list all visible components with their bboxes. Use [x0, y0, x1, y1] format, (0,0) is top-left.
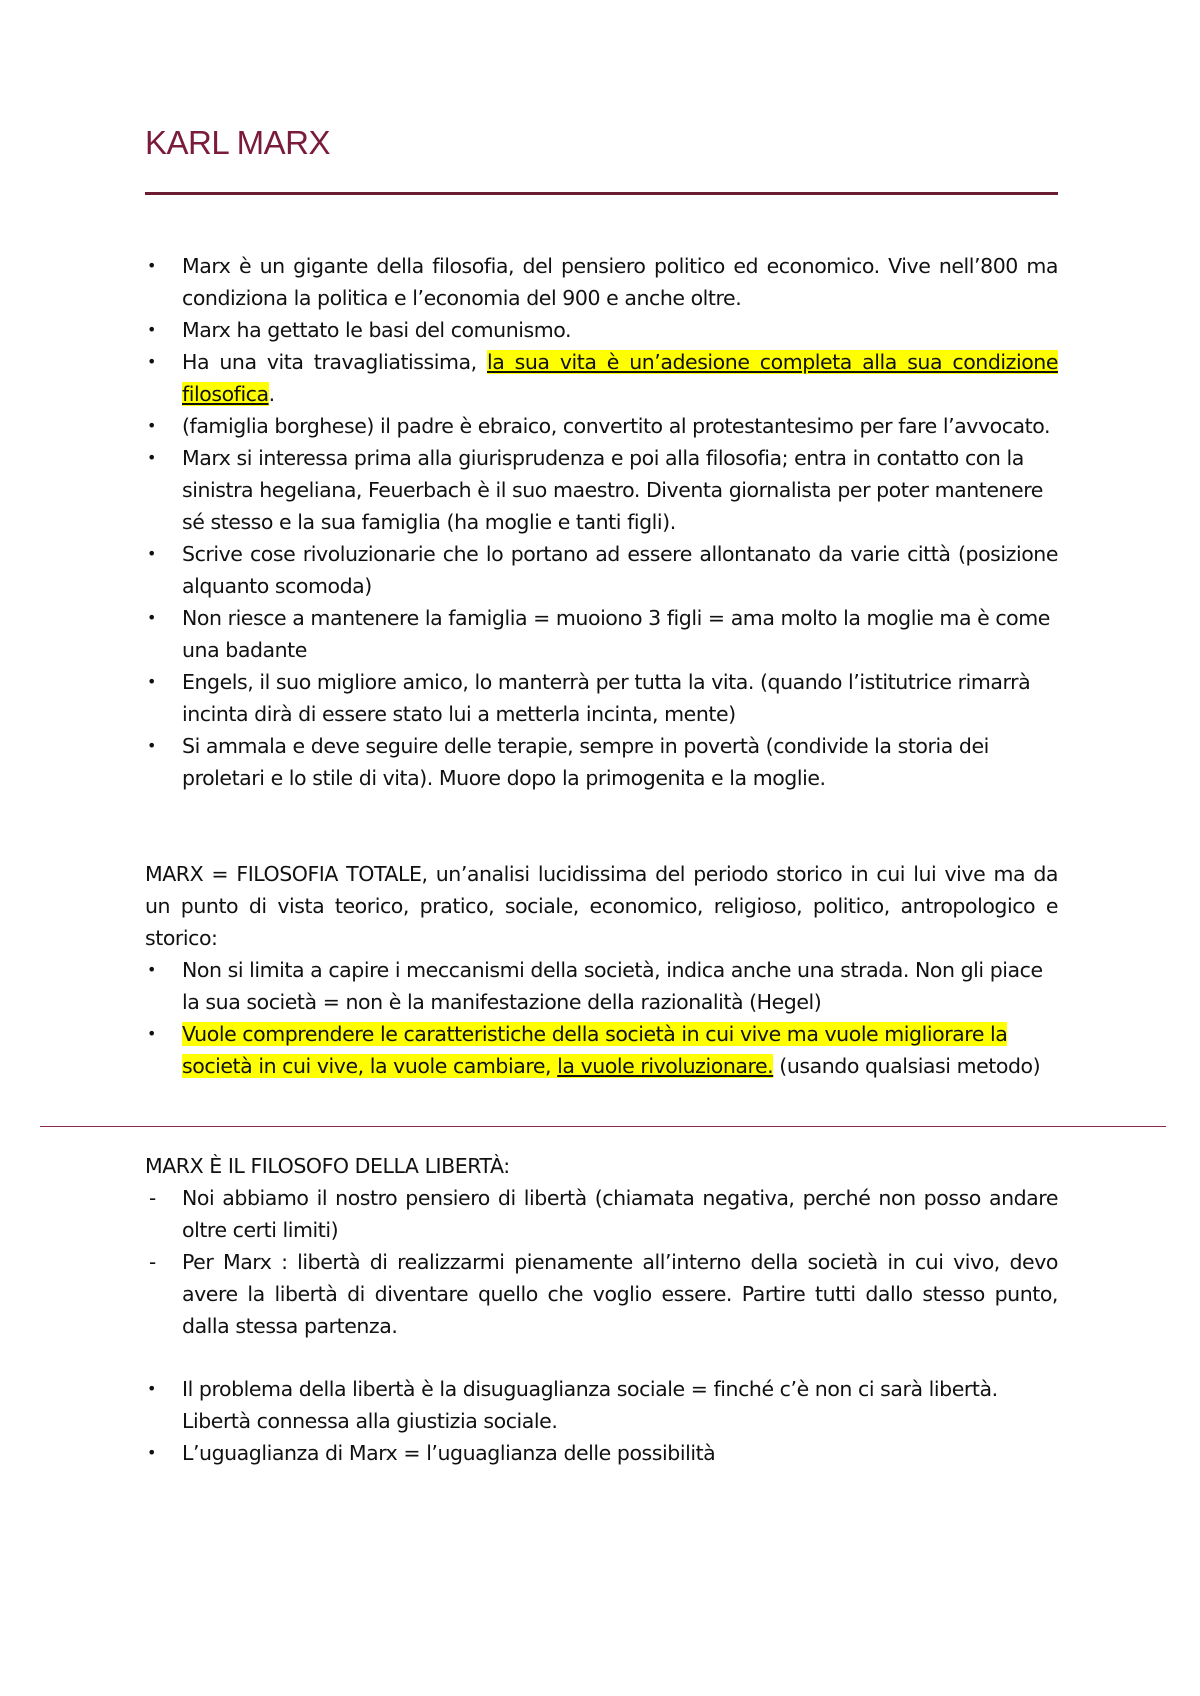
list-item: [145, 410, 1058, 442]
freedom-bullet-list: [145, 1373, 1058, 1469]
item-text: .: [268, 382, 275, 406]
bullet-icon: •: [147, 320, 156, 339]
item-text: Il problema della libertà è la disuguaglianza sociale = finché c’è non ci sarà libertà. Libertà connessa alla giustizia sociale.: [182, 1377, 998, 1433]
dash-icon: -: [149, 1250, 156, 1274]
item-text: Engels, il suo migliore amico, lo manterrà per tutta la vita. (quando l’istitutrice rimarrà incinta dirà di essere stato lui a metterla incinta, mente): [182, 670, 1031, 726]
list-item: [145, 1018, 1058, 1082]
freedom-conclusion: [145, 1373, 1058, 1469]
item-text: Marx ha gettato le basi del comunismo.: [182, 318, 572, 342]
section-divider: [40, 1126, 1166, 1127]
item-text: (usando qualsiasi metodo): [773, 1054, 1041, 1078]
list-item: [145, 1182, 1058, 1246]
biography-list: [145, 250, 1058, 794]
document-title: KARL MARX: [145, 124, 330, 161]
freedom-dash-list: [145, 1182, 1058, 1342]
item-text: (famiglia borghese) il padre è ebraico, convertito al protestantesimo per fare l’avvocato.: [182, 414, 1051, 438]
bullet-icon: •: [147, 256, 156, 275]
item-text: Per Marx : libertà di realizzarmi pienamente all’interno della società in cui vivo, devo avere la libertà di diventare quello che voglio essere. Partire tutti dallo stesso punto, dalla stessa partenza.: [182, 1250, 1058, 1338]
highlighted-text: la sua vita è un’adesione completa alla sua condizione filosofica: [182, 350, 1058, 406]
item-text: Marx si interessa prima alla giurisprudenza e poi alla filosofia; entra in contatto con la sinistra hegeliana, Feuerbach è il suo maestro. Diventa giornalista per poter mantenere sé stesso e la sua famiglia (ha moglie e tanti figli).: [182, 446, 1043, 534]
bullet-icon: •: [147, 448, 156, 467]
list-item: [145, 250, 1058, 314]
item-text: Scrive cose rivoluzionarie che lo portano ad essere allontanato da varie città (posizione alquanto scomoda): [182, 542, 1058, 598]
bullet-icon: •: [147, 960, 156, 979]
bullet-icon: •: [147, 416, 156, 435]
item-text: Marx è un gigante della filosofia, del pensiero politico ed economico. Vive nell’800 ma condiziona la politica e l’economia del 900 e anche oltre.: [182, 254, 1058, 310]
bullet-icon: •: [147, 1379, 156, 1398]
bullet-icon: •: [147, 544, 156, 563]
bullet-icon: •: [147, 672, 156, 691]
list-item: [145, 1373, 1058, 1437]
list-item: [145, 1246, 1058, 1342]
list-item: [145, 442, 1058, 538]
list-item: [145, 538, 1058, 602]
item-text: L’uguaglianza di Marx = l’uguaglianza delle possibilità: [182, 1441, 716, 1465]
title-divider: [145, 192, 1058, 195]
list-item: [145, 730, 1058, 794]
highlighted-underlined-text: la vuole rivoluzionare.: [557, 1054, 774, 1078]
item-text: Ha una vita travagliatissima,: [182, 350, 487, 374]
dash-icon: -: [149, 1186, 156, 1210]
total-philosophy-section: [145, 858, 1058, 1082]
list-item: [145, 602, 1058, 666]
bullet-icon: •: [147, 608, 156, 627]
item-text: Non si limita a capire i meccanismi della società, indica anche una strada. Non gli piace la sua società = non è la manifestazione della razionalità (Hegel): [182, 958, 1043, 1014]
item-text: Si ammala e deve seguire delle terapie, sempre in povertà (condivide la storia dei proletari e lo stile di vita). Muore dopo la primogenita e la moglie.: [182, 734, 989, 790]
list-item: [145, 314, 1058, 346]
highlighted-text: Vuole comprendere le caratteristiche della società in cui vive ma vuole migliorare la società in cui vive, la vuole cambiare,: [182, 1022, 1008, 1078]
item-text: Non riesce a mantenere la famiglia = muoiono 3 figli = ama molto la moglie ma è come una badante: [182, 606, 1050, 662]
bullet-icon: •: [147, 736, 156, 755]
section-heading: MARX È IL FILOSOFO DELLA LIBERTÀ:: [145, 1154, 510, 1178]
philosophy-list: [145, 954, 1058, 1082]
list-item: [145, 346, 1058, 410]
item-text: Noi abbiamo il nostro pensiero di libertà (chiamata negativa, perché non posso andare oltre certi limiti): [182, 1186, 1058, 1242]
section-intro: MARX = FILOSOFIA TOTALE, un’analisi lucidissima del periodo storico in cui lui vive ma da un punto di vista teorico, pratico, sociale, economico, religioso, politico, antropologico e storico:: [145, 862, 1058, 950]
freedom-section: [145, 1150, 1058, 1342]
biography-section: [145, 250, 1058, 794]
bullet-icon: •: [147, 1443, 156, 1462]
bullet-icon: •: [147, 1024, 156, 1043]
list-item: [145, 1437, 1058, 1469]
list-item: [145, 666, 1058, 730]
bullet-icon: •: [147, 352, 156, 371]
list-item: [145, 954, 1058, 1018]
